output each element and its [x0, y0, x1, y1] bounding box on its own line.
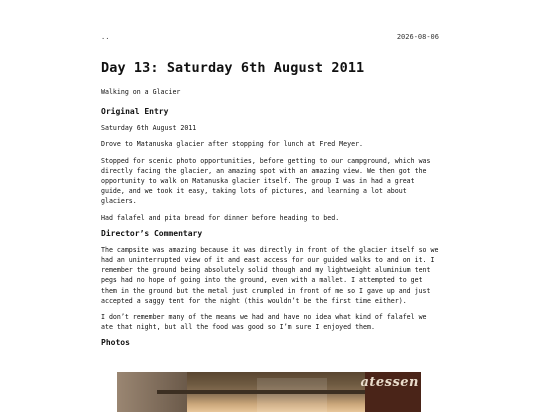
- original-paragraph: Had falafel and pita bread for dinner before heading to bed.: [101, 213, 340, 222]
- entry-subtitle: Walking on a Glacier: [101, 88, 181, 96]
- photo-sign-text: atessen: [360, 375, 419, 390]
- page-date: 2026-08-06: [396, 33, 439, 41]
- commentary-paragraph: The campsite was amazing because it was directly in front of the glacier itself so we had an uninterrupted view of it and east access for our guided walks to and on it. I remember the ground being absolutely solid though and my lightweight aluminium tent pegs had no hope of going into the ground, even with a mallet. I attempted to get them in the ground but the metal just crumpled in front of me so I gave up and just accepted a saggy tent for the night (this wouldn’t be the first time either).: [101, 245, 439, 305]
- photos-heading: Photos: [101, 338, 130, 348]
- photo-shelf: [157, 390, 377, 394]
- article: [101, 60, 439, 354]
- original-paragraph: Saturday 6th August 2011: [101, 124, 197, 133]
- commentary-paragraph: I don’t remember many of the means we had and have no idea what kind of falafel we ate that night, but all the food was good so I’m sure I enjoyed them.: [101, 313, 427, 332]
- back-link[interactable]: ..: [101, 33, 110, 41]
- photo-delicatessen[interactable]: [117, 372, 421, 412]
- photo-light-region: [257, 378, 327, 412]
- original-entry-heading: Original Entry: [101, 107, 169, 117]
- page-title: Day 13: Saturday 6th August 2011: [101, 60, 365, 76]
- commentary-heading: Director’s Commentary: [101, 228, 203, 238]
- original-paragraph: Drove to Matanuska glacier after stopping for lunch at Fred Meyer.: [101, 140, 364, 149]
- original-paragraph: Stopped for scenic photo opportunities, before getting to our campground, which was directly facing the glacier, an amazing spot with an amazing view. We then got the opportunity to walk on Matanuska glacier itself. The group I was in had a great guide, and we took it easy, taking lots of pictures, and learning a lot about glaciers.: [101, 156, 431, 206]
